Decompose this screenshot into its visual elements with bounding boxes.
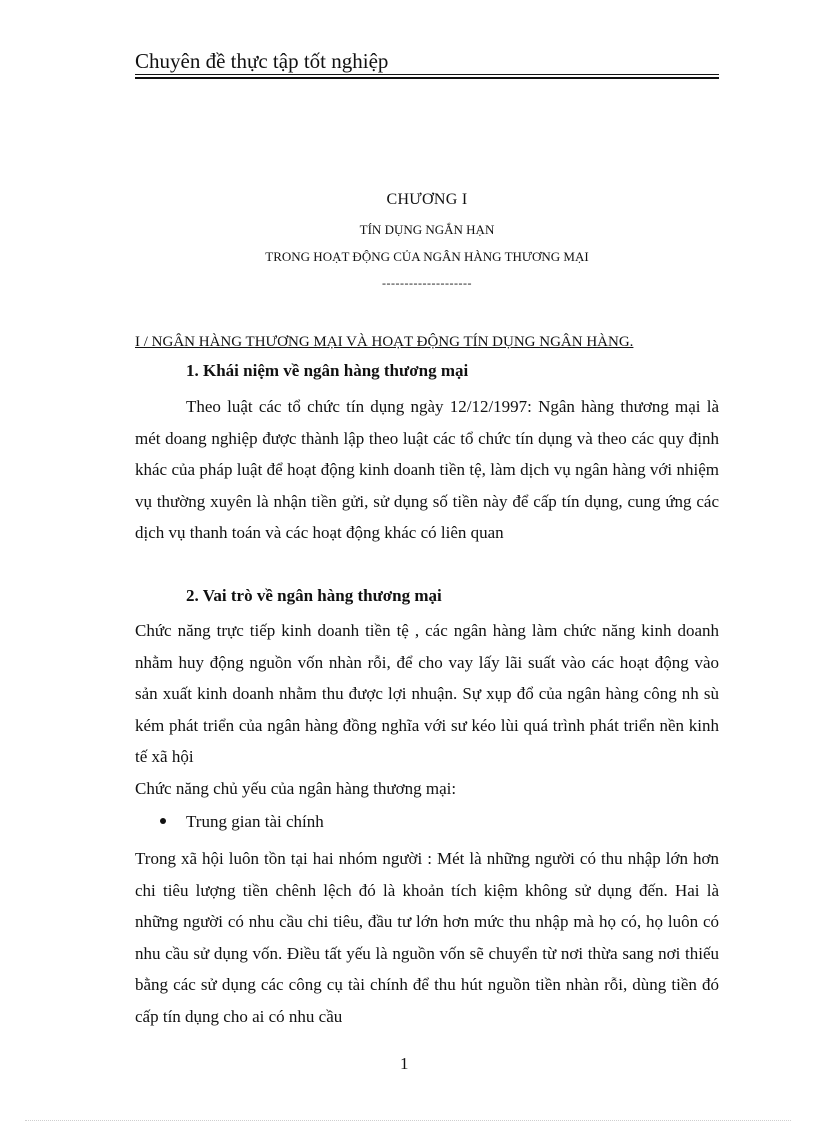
header-rule-thick xyxy=(135,77,719,79)
chapter-subtitle-2: TRONG HOẠT ĐỘNG CỦA NGÂN HÀNG THƯƠNG MẠI xyxy=(265,249,589,264)
heading-role: 2. Vai trò về ngân hàng thương mại xyxy=(186,586,442,605)
heading-concept: 1. Khái niệm về ngân hàng thương mại xyxy=(186,361,469,380)
paragraph-definition: Theo luật các tổ chức tín dụng ngày 12/12/1997: Ngân hàng thương mại là mét doang nghiệp được thành lập theo luật các tổ chức tín dụng và theo các quy định khác của pháp luật để hoạt động kinh doanh tiền tệ, làm dịch vụ ngân hàng với nhiệm vụ thường xuyên là nhận tiền gửi, sử dụng số tiền này để cấp tín dụng, cung ứng các dịch vụ thanh toán và các hoạt động khác có liên quan xyxy=(135,397,719,542)
page-number: 1 xyxy=(400,1054,409,1073)
chapter-subtitle-1: TÍN DỤNG NGẮN HẠN xyxy=(359,222,495,237)
page-bottom-rule xyxy=(25,1120,791,1121)
chapter-divider: -------------------- xyxy=(382,276,472,290)
bullet-item xyxy=(160,810,324,834)
running-header: Chuyên đề thực tập tốt nghiệp xyxy=(135,49,389,73)
section-title: I / NGÂN HÀNG THƯƠNG MẠI VÀ HOẠT ĐỘNG TÍN DỤNG NGÂN HÀNG. xyxy=(135,334,634,350)
chapter-label: CHƯƠNG I xyxy=(386,191,468,208)
header-rule-thin xyxy=(135,74,719,75)
paragraph-functions-intro: Chức năng chủ yếu của ngân hàng thương mại: xyxy=(135,779,457,798)
paragraph-intermediary: Trong xã hội luôn tồn tại hai nhóm người : Mét là những người có thu nhập lớn hơn chi tiêu lượng tiền chênh lệch đó là khoản tích kiệm không sử dụng đến. Hai là những người có nhu cầu chi tiêu, đầu tư lớn hơn mức thu nhập mà họ có, họ luôn có nhu cầu sử dụng vốn. Điều tất yếu là nguồn vốn sẽ chuyển từ nơi thừa sang nơi thiếu bằng các sử dụng các công cụ tài chính để thu hút nguồn tiền nhàn rỗi, dùng tiền đó cấp tín dụng cho ai có nhu cầu xyxy=(135,849,719,1026)
bullet-item-text: Trung gian tài chính xyxy=(186,812,324,831)
bullet-dot-icon xyxy=(160,818,166,824)
paragraph-role: Chức năng trực tiếp kinh doanh tiền tệ , các ngân hàng làm chức năng kinh doanh nhằm huy động nguồn vốn nhàn rỗi, để cho vay lấy lãi suất vào các hoạt động vào sản xuất kinh doanh nhằm thu được lợi nhuận. Sự xụp đổ của ngân hàng công nh sù kém phát triển của ngân hàng đồng nghĩa với sư kéo lùi quá trình phát triển nền kinh tế xã hội xyxy=(135,621,719,766)
